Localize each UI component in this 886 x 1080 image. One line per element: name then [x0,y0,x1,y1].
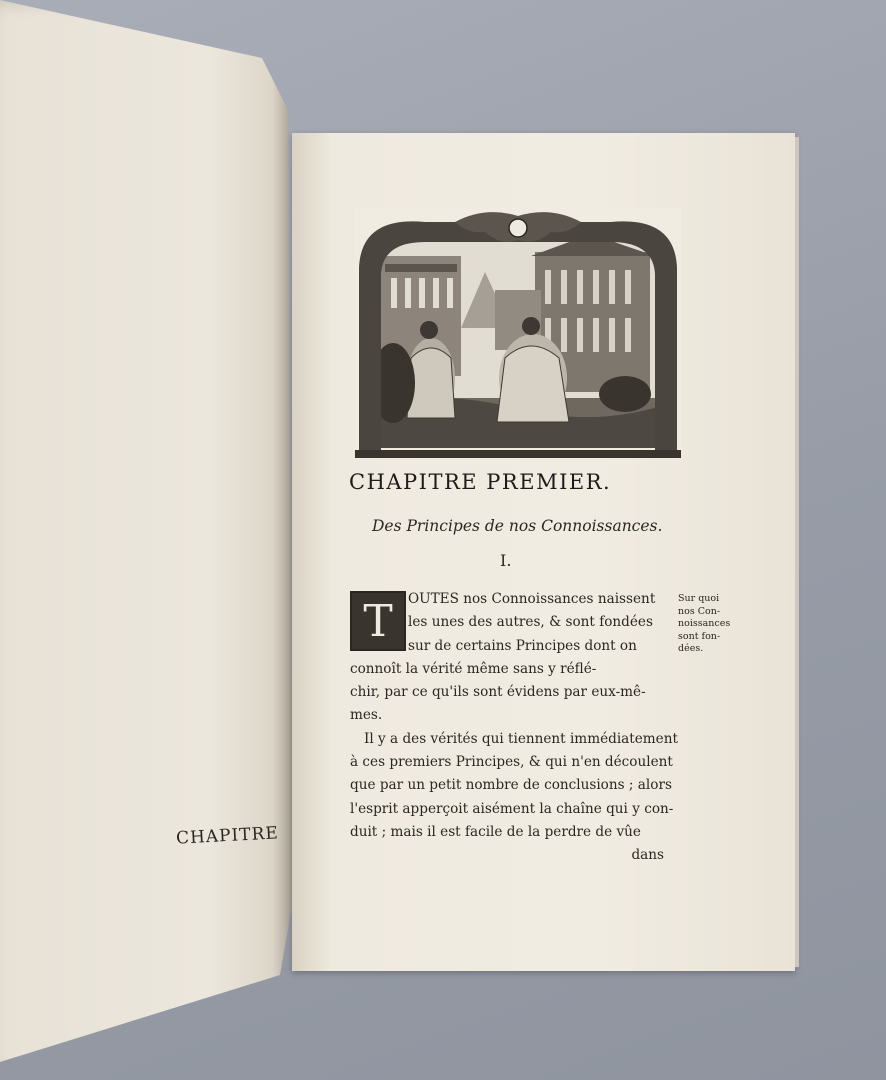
margin-note-line: sont fon- [678,630,721,642]
margin-note [678,593,730,656]
body-line: les unes des autres, & sont fondées [408,614,653,631]
catchword-right: dans [631,847,664,864]
body-line: connoît la vérité même sans y réflé- [350,660,597,677]
drop-cap: T [350,591,406,651]
body-line: l'esprit apperçoit aisément la chaîne qui y con- [350,800,674,817]
body-line: chir, par ce qu'ils sont évidens par eux-mê- [350,684,646,701]
margin-note-line: noissances [678,618,731,629]
body-line: Il y a des vérités qui tiennent immédiatement [364,730,678,747]
left-page [0,0,296,1080]
body-text [350,588,678,868]
margin-note-line: nos Con- [678,605,721,617]
body-line: sur de certains Principes dont on [408,637,637,654]
engraving-illustration [355,208,681,458]
margin-note-line: Sur quoi [678,593,720,604]
body-line: que par un petit nombre de conclusions ; alors [350,777,672,794]
section-number: I. [500,551,512,570]
catchword: CHAPITRE [175,823,280,849]
body-line: duit ; mais il est facile de la perdre de vûe [350,823,641,840]
page-edge [795,137,799,967]
body-line: mes. [350,707,383,724]
margin-note-line: dées. [678,643,704,654]
chapter-title: CHAPITRE PREMIER. [349,470,612,494]
section-title: Des Principes de nos Connoissances. [372,517,663,535]
body-line: OUTES nos Connoissances naissent [408,591,656,607]
body-line: à ces premiers Principes, & qui n'en découlent [350,754,673,771]
